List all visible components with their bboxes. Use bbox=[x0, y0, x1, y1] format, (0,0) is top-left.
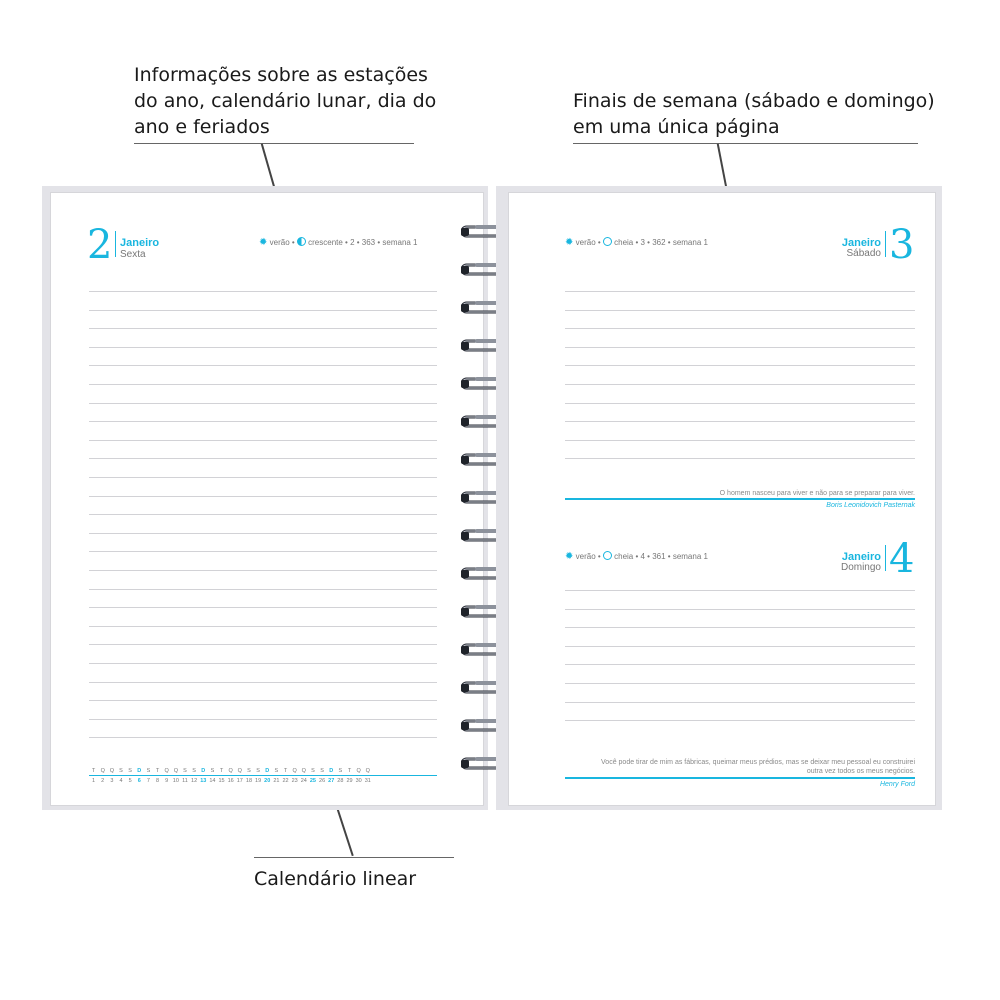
linear-calendar-day: 13 bbox=[200, 778, 207, 784]
linear-calendar-day: 9 bbox=[165, 778, 169, 784]
linear-calendar-day: 30 bbox=[355, 778, 362, 784]
writing-line bbox=[89, 384, 437, 385]
writing-line bbox=[89, 607, 437, 608]
moon-full-icon bbox=[603, 237, 612, 246]
writing-line bbox=[89, 514, 437, 515]
writing-line bbox=[89, 626, 437, 627]
linear-calendar-day: 10 bbox=[172, 778, 179, 784]
linear-calendar-weekday: S bbox=[256, 768, 260, 774]
writing-line bbox=[565, 291, 915, 292]
sun-icon: ✹ bbox=[565, 237, 574, 248]
writing-line bbox=[89, 737, 437, 738]
linear-calendar-day: 19 bbox=[255, 778, 262, 784]
linear-calendar-weekday: S bbox=[320, 768, 324, 774]
linear-calendar-day: 26 bbox=[319, 778, 326, 784]
month-label: Janeiro bbox=[841, 237, 881, 249]
linear-calendar-weekday: Q bbox=[173, 768, 178, 774]
days-remaining: 361 bbox=[652, 552, 666, 561]
callout-underline bbox=[573, 143, 918, 144]
writing-line bbox=[565, 384, 915, 385]
date-divider bbox=[885, 231, 886, 257]
linear-calendar-day: 6 bbox=[137, 778, 141, 784]
linear-calendar-day: 16 bbox=[227, 778, 234, 784]
writing-line bbox=[565, 365, 915, 366]
day-info-bar: ✹ verão • cheia • 3 • 362 • semana 1 bbox=[565, 237, 708, 248]
linear-calendar-weekday: Q bbox=[228, 768, 233, 774]
writing-line bbox=[89, 589, 437, 590]
callout-line: Informações sobre as estações bbox=[134, 64, 428, 86]
writing-line bbox=[565, 347, 915, 348]
linear-calendar-weekday: T bbox=[283, 768, 288, 774]
sun-icon: ✹ bbox=[259, 237, 268, 248]
linear-calendar-weekday: S bbox=[192, 768, 196, 774]
linear-calendar-day: 28 bbox=[337, 778, 344, 784]
days-remaining: 362 bbox=[652, 238, 666, 247]
writing-line bbox=[89, 477, 437, 478]
season-label: verão bbox=[575, 552, 596, 561]
linear-calendar-weekday: S bbox=[247, 768, 251, 774]
writing-line bbox=[89, 533, 437, 534]
linear-calendar-day: 14 bbox=[209, 778, 216, 784]
sun-icon: ✹ bbox=[565, 551, 574, 562]
writing-line bbox=[89, 458, 437, 459]
linear-calendar-weekday: Q bbox=[109, 768, 114, 774]
linear-calendar-weekday: Q bbox=[365, 768, 370, 774]
writing-line bbox=[89, 291, 437, 292]
linear-calendar-weekday: S bbox=[338, 768, 343, 774]
linear-calendar-day: 22 bbox=[282, 778, 289, 784]
daily-quote: O homem nasceu para viver e não para se preparar para viver. bbox=[719, 490, 915, 497]
linear-calendar-weekday: D bbox=[137, 768, 142, 774]
quote-author: Henry Ford bbox=[879, 781, 915, 788]
quote-author: Boris Leonidovich Pasternak bbox=[826, 502, 915, 509]
linear-calendar-weekday: T bbox=[219, 768, 224, 774]
linear-calendar-weekday: D bbox=[265, 768, 270, 774]
writing-line bbox=[89, 310, 437, 311]
linear-calendar-weekday: S bbox=[119, 768, 123, 774]
linear-calendar-day: 2 bbox=[101, 778, 105, 784]
writing-line bbox=[89, 365, 437, 366]
writing-line bbox=[565, 683, 915, 684]
right-page bbox=[508, 192, 936, 806]
linear-calendar-weekday: S bbox=[146, 768, 151, 774]
linear-calendar-day: 25 bbox=[309, 778, 316, 784]
writing-line bbox=[565, 609, 915, 610]
day-of-year: 3 bbox=[640, 238, 645, 247]
linear-calendar-day: 29 bbox=[346, 778, 353, 784]
moon-phase-label: cheia bbox=[614, 552, 634, 561]
linear-calendar-weekday: T bbox=[347, 768, 352, 774]
linear-calendar-weekday: Q bbox=[164, 768, 169, 774]
linear-calendar-day: 5 bbox=[128, 778, 132, 784]
linear-calendar-days bbox=[89, 777, 372, 785]
callout-line: ano e feriados bbox=[134, 116, 270, 138]
linear-calendar-day: 18 bbox=[245, 778, 253, 784]
writing-line bbox=[89, 700, 437, 701]
linear-calendar-day: 24 bbox=[300, 778, 307, 784]
writing-line bbox=[565, 440, 915, 441]
linear-calendar-day: 17 bbox=[236, 778, 243, 784]
writing-line bbox=[89, 719, 437, 720]
days-remaining: 363 bbox=[361, 238, 376, 247]
writing-line bbox=[565, 403, 915, 404]
callout-underline bbox=[134, 143, 414, 144]
linear-calendar-day: 31 bbox=[364, 778, 371, 784]
quote-accent-line bbox=[565, 498, 915, 500]
writing-line bbox=[89, 551, 437, 552]
linear-calendar-day: 7 bbox=[146, 778, 150, 784]
linear-calendar-day: 4 bbox=[119, 778, 123, 784]
linear-calendar-weekday: S bbox=[274, 768, 279, 774]
writing-line bbox=[89, 644, 437, 645]
writing-line bbox=[565, 702, 915, 703]
linear-calendar-weekday: S bbox=[311, 768, 315, 774]
linear-calendar-day: 23 bbox=[291, 778, 298, 784]
day-number: 3 bbox=[889, 222, 915, 268]
writing-line bbox=[89, 440, 437, 441]
linear-calendar-weekdays bbox=[89, 767, 372, 775]
writing-line bbox=[89, 682, 437, 683]
linear-calendar-day: 15 bbox=[218, 778, 225, 784]
quote-accent-line bbox=[565, 777, 915, 779]
callout-underline bbox=[254, 857, 454, 858]
month-label: Janeiro bbox=[120, 237, 160, 249]
writing-line bbox=[565, 421, 915, 422]
linear-calendar-weekday: Q bbox=[301, 768, 306, 774]
date-divider bbox=[115, 231, 116, 257]
linear-calendar-day: 1 bbox=[92, 778, 96, 784]
moon-phase-label: cheia bbox=[614, 238, 634, 247]
linear-calendar-day: 8 bbox=[156, 778, 160, 784]
weekday-label: Domingo bbox=[840, 562, 881, 573]
linear-calendar-day: 21 bbox=[273, 778, 280, 784]
writing-line bbox=[565, 720, 915, 721]
linear-calendar-weekday: Q bbox=[100, 768, 105, 774]
day-number: 4 bbox=[889, 536, 915, 582]
writing-line bbox=[565, 627, 915, 628]
quote-line: Você pode tirar de mim as fábricas, queimar meus prédios, mas se deixar meu pessoal eu construirei bbox=[601, 759, 915, 766]
writing-line bbox=[89, 496, 437, 497]
callout-line: Finais de semana (sábado e domingo) bbox=[573, 90, 935, 112]
season-label: verão bbox=[269, 238, 290, 247]
linear-calendar-day: 20 bbox=[264, 778, 271, 784]
writing-line bbox=[89, 663, 437, 664]
moon-phase-label: crescente bbox=[308, 238, 343, 247]
moon-crescent-icon bbox=[297, 237, 306, 246]
callout-line: em uma única página bbox=[573, 116, 780, 138]
left-page bbox=[50, 192, 484, 806]
quote-line: outra vez todos os meus negócios. bbox=[806, 768, 915, 775]
linear-calendar-weekday: S bbox=[128, 768, 132, 774]
linear-calendar-weekday: S bbox=[183, 768, 187, 774]
linear-calendar-weekday: Q bbox=[237, 768, 242, 774]
day-of-year: 4 bbox=[640, 552, 645, 561]
day-info-bar: ✹ verão • crescente • 2 • 363 • semana 1 bbox=[259, 237, 418, 248]
linear-calendar-day: 11 bbox=[182, 778, 188, 784]
callout-line: do ano, calendário lunar, dia do bbox=[134, 90, 437, 112]
writing-line bbox=[565, 664, 915, 665]
week-label: semana 1 bbox=[672, 552, 708, 561]
writing-line bbox=[89, 570, 437, 571]
day-info-bar: ✹ verão • cheia • 4 • 361 • semana 1 bbox=[565, 551, 708, 562]
callout-linear-calendar: Calendário linear bbox=[254, 868, 417, 890]
linear-calendar-weekday: Q bbox=[292, 768, 297, 774]
writing-line bbox=[565, 310, 915, 311]
writing-line bbox=[89, 421, 437, 422]
season-label: verão bbox=[575, 238, 596, 247]
day-number: 2 bbox=[87, 222, 113, 268]
linear-calendar-day: 12 bbox=[191, 778, 198, 784]
writing-line bbox=[565, 458, 915, 459]
linear-calendar-weekday: D bbox=[201, 768, 206, 774]
weekday-label: Sexta bbox=[120, 249, 146, 260]
week-label: semana 1 bbox=[672, 238, 708, 247]
month-label: Janeiro bbox=[841, 551, 881, 563]
linear-calendar-day: 3 bbox=[110, 778, 114, 784]
writing-line bbox=[89, 403, 437, 404]
moon-full-icon bbox=[603, 551, 612, 560]
writing-line bbox=[89, 328, 437, 329]
linear-calendar-weekday: T bbox=[91, 768, 96, 774]
week-label: semana 1 bbox=[382, 238, 418, 247]
linear-calendar-weekday: D bbox=[329, 768, 334, 774]
calendar-accent-line bbox=[89, 775, 437, 776]
date-divider bbox=[885, 545, 886, 571]
writing-line bbox=[565, 646, 915, 647]
writing-line bbox=[565, 328, 915, 329]
daily-quote bbox=[565, 758, 915, 776]
linear-calendar-weekday: S bbox=[210, 768, 215, 774]
writing-line bbox=[89, 347, 437, 348]
linear-calendar-weekday: Q bbox=[356, 768, 361, 774]
linear-calendar-day: 27 bbox=[328, 778, 335, 784]
day-of-year: 2 bbox=[350, 238, 355, 247]
weekday-label: Sábado bbox=[846, 248, 881, 259]
linear-calendar-weekday: T bbox=[155, 768, 160, 774]
callout-weekends bbox=[573, 88, 935, 140]
callout-seasons-info bbox=[134, 62, 436, 140]
writing-line bbox=[565, 590, 915, 591]
